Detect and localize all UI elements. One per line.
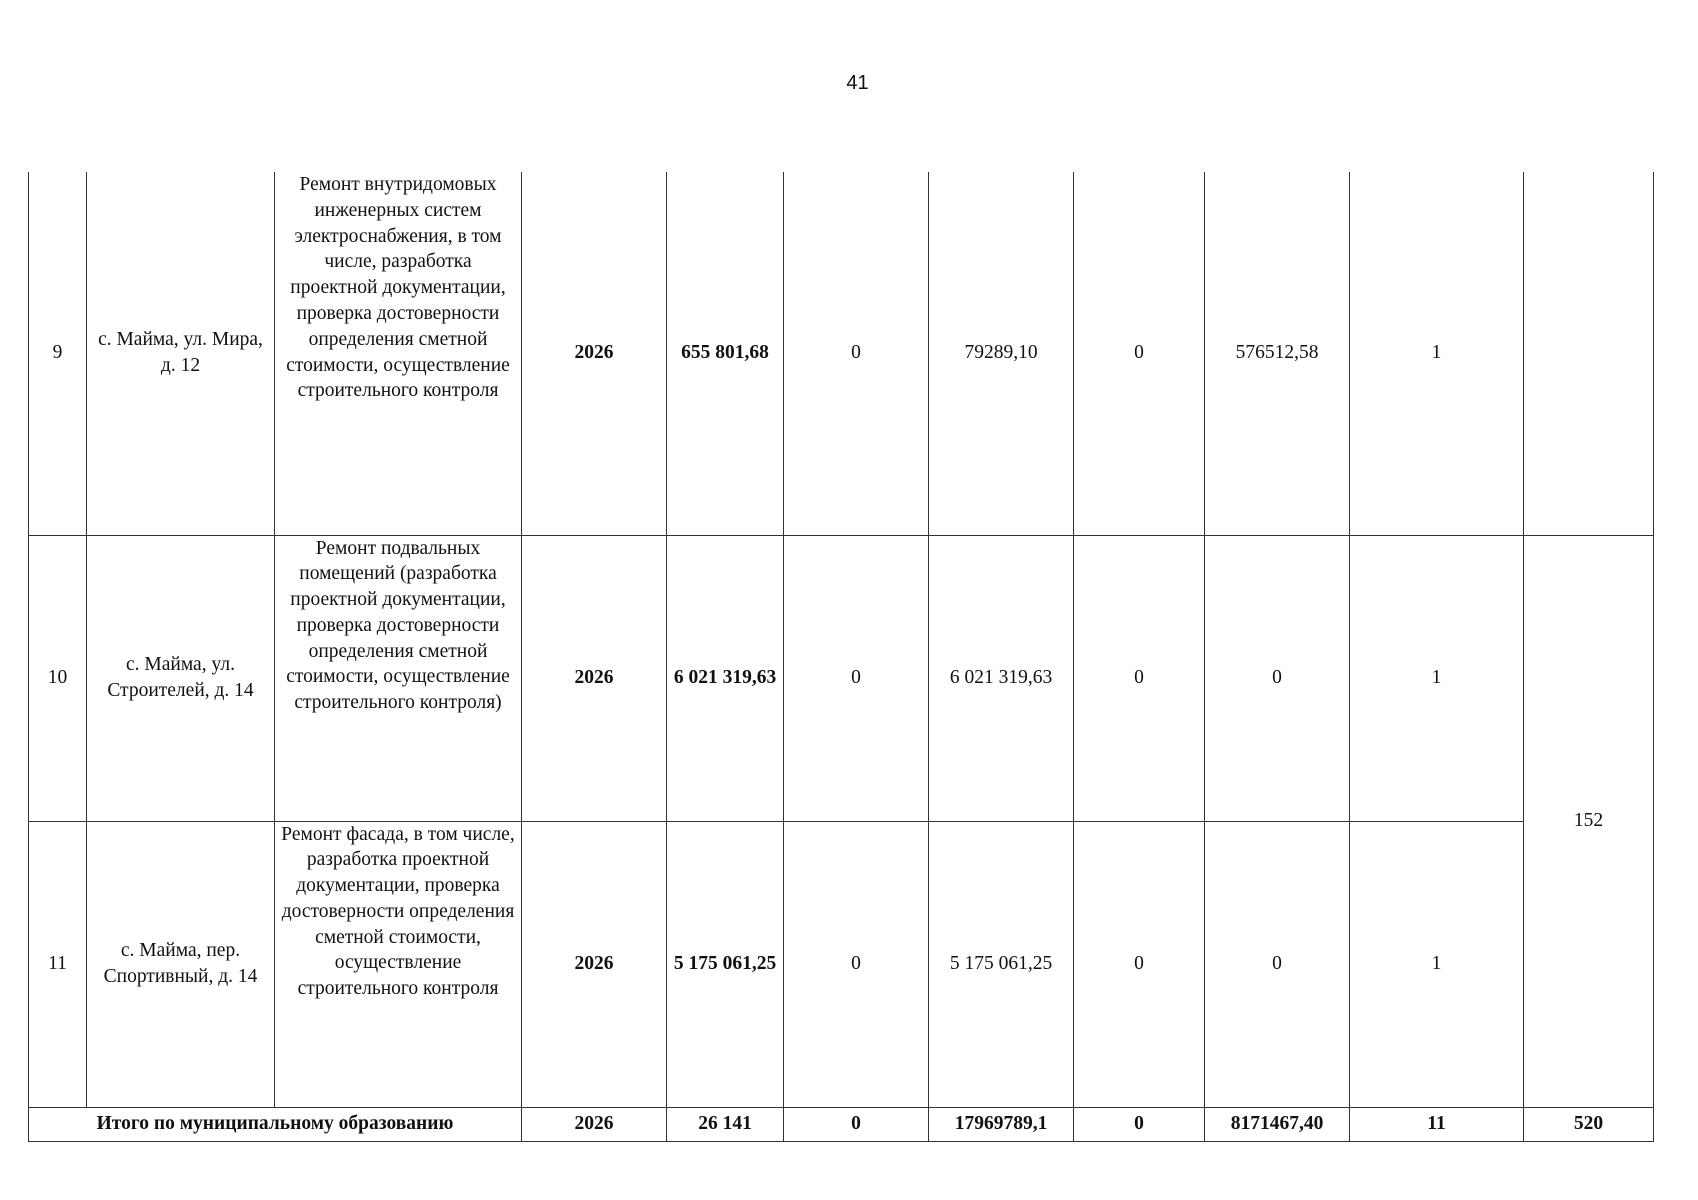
table-row	[29, 821, 1654, 1107]
total-fund-3: 0	[1074, 1107, 1205, 1141]
work-description-cell: Ремонт внутридомовых инженерных систем электроснабжения, в том числе, разработка проектной документации, проверка достоверности определения сметной стоимости, осуществление строительного контроля	[275, 172, 522, 535]
fund-cell-4: 576512,58	[1205, 172, 1350, 535]
fund-cell-1: 0	[784, 172, 929, 535]
empty-cell	[1524, 172, 1654, 535]
total-cost-cell: 655 801,68	[667, 172, 784, 535]
total-count: 11	[1350, 1107, 1524, 1141]
total-fund-1: 0	[784, 1107, 929, 1141]
address-cell: с. Майма, ул. Строителей, д. 14	[87, 535, 275, 821]
fund-cell-4: 0	[1205, 535, 1350, 821]
total-sum: 26 141	[667, 1107, 784, 1141]
fund-cell-3: 0	[1074, 172, 1205, 535]
fund-cell-2: 5 175 061,25	[929, 821, 1074, 1107]
fund-cell-3: 0	[1074, 535, 1205, 821]
total-fund-2: 17969789,1	[929, 1107, 1074, 1141]
work-description-cell: Ремонт подвальных помещений (разработка проектной документации, проверка достоверности определения сметной стоимости, осуществление строительного контроля)	[275, 535, 522, 821]
merged-value-cell: 152	[1524, 535, 1654, 1107]
total-cost-cell: 6 021 319,63	[667, 535, 784, 821]
fund-cell-4: 0	[1205, 821, 1350, 1107]
total-fund-4: 8171467,40	[1205, 1107, 1350, 1141]
address-cell: с. Майма, ул. Мира, д. 12	[87, 172, 275, 535]
count-cell: 1	[1350, 535, 1524, 821]
table-row	[29, 172, 1654, 535]
total-last: 520	[1524, 1107, 1654, 1141]
row-number: 11	[29, 821, 87, 1107]
fund-cell-1: 0	[784, 535, 929, 821]
program-table	[28, 172, 1654, 1142]
work-description-cell: Ремонт фасада, в том числе, разработка проектной документации, проверка достоверности определения сметной стоимости, осуществление строительного контроля	[275, 821, 522, 1107]
table-row	[29, 535, 1654, 821]
row-number: 10	[29, 535, 87, 821]
total-label: Итого по муниципальному образованию	[29, 1107, 522, 1141]
total-cost-cell: 5 175 061,25	[667, 821, 784, 1107]
total-row	[29, 1107, 1654, 1141]
fund-cell-2: 79289,10	[929, 172, 1074, 535]
count-cell: 1	[1350, 172, 1524, 535]
count-cell: 1	[1350, 821, 1524, 1107]
year-cell: 2026	[522, 535, 667, 821]
address-cell: с. Майма, пер. Спортивный, д. 14	[87, 821, 275, 1107]
fund-cell-1: 0	[784, 821, 929, 1107]
year-cell: 2026	[522, 821, 667, 1107]
fund-cell-3: 0	[1074, 821, 1205, 1107]
page-number: 41	[846, 72, 869, 94]
fund-cell-2: 6 021 319,63	[929, 535, 1074, 821]
total-year: 2026	[522, 1107, 667, 1141]
row-number: 9	[29, 172, 87, 535]
year-cell: 2026	[522, 172, 667, 535]
